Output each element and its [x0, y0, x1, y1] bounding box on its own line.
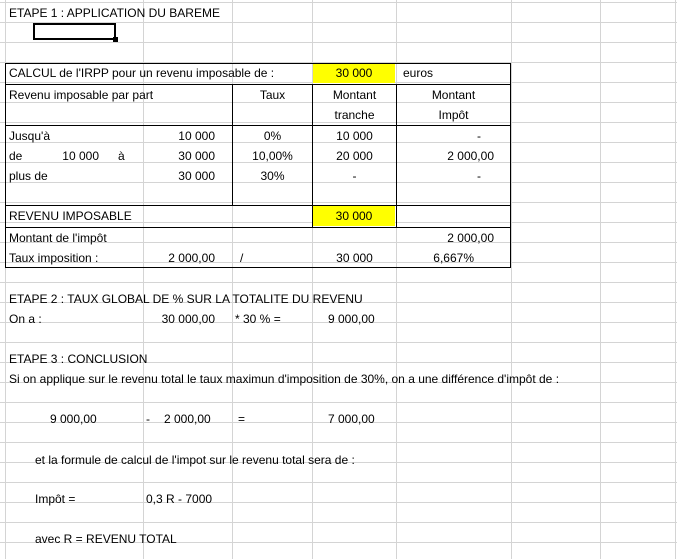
etape2-rate[interactable]: * 30 % =: [235, 312, 281, 326]
row-taux[interactable]: 10,00%: [252, 149, 293, 163]
row-tranche[interactable]: 10 000: [336, 129, 373, 143]
montant-impot-value[interactable]: 2 000,00: [447, 231, 494, 245]
taux-label[interactable]: Taux imposition :: [9, 251, 99, 265]
header-impot-1[interactable]: Montant: [431, 88, 476, 102]
header-impot-2[interactable]: Impôt: [438, 108, 469, 122]
etape3-b[interactable]: 2 000,00: [164, 412, 211, 426]
etape3-title[interactable]: ETAPE 3 : CONCLUSION: [9, 352, 148, 366]
row-taux[interactable]: 30%: [260, 169, 285, 183]
row-label[interactable]: Jusqu'à: [9, 129, 50, 143]
etape3-a[interactable]: 9 000,00: [50, 412, 97, 426]
etape2-title[interactable]: ETAPE 2 : TAUX GLOBAL DE % SUR LA TOTALITE DU REVENU: [9, 292, 363, 306]
etape3-avec[interactable]: avec R = REVENU TOTAL: [35, 532, 177, 546]
etape2-result[interactable]: 9 000,00: [328, 312, 375, 326]
revenu-imposable-value[interactable]: 30 000: [335, 209, 373, 223]
etape1-title[interactable]: ETAPE 1 : APPLICATION DU BAREME: [9, 6, 220, 20]
etape2-base[interactable]: 30 000,00: [161, 312, 215, 326]
revenu-imposable-label[interactable]: REVENU IMPOSABLE: [9, 209, 132, 223]
calc-unit[interactable]: euros: [403, 66, 434, 80]
etape3-minus[interactable]: -: [146, 412, 150, 426]
row-to[interactable]: 10 000: [178, 129, 215, 143]
taux-result[interactable]: 6,667%: [433, 251, 474, 265]
taux-slash[interactable]: /: [240, 251, 244, 265]
row-impot[interactable]: -: [477, 129, 481, 143]
etape3-formula-intro[interactable]: et la formule de calcul de l'impot sur le revenu total sera de :: [35, 453, 355, 467]
row-to[interactable]: 30 000: [178, 149, 215, 163]
etape3-eq[interactable]: =: [238, 412, 246, 426]
etape3-impot-label[interactable]: Impôt =: [35, 492, 76, 506]
montant-impot-label[interactable]: Montant de l'impôt: [9, 231, 107, 245]
calc-label[interactable]: CALCUL de l'IRPP pour un revenu imposable de :: [9, 66, 275, 80]
row-tranche[interactable]: 20 000: [336, 149, 373, 163]
taux-den[interactable]: 30 000: [336, 251, 373, 265]
etape2-on-a[interactable]: On a :: [9, 312, 42, 326]
row-label[interactable]: de: [9, 149, 23, 163]
row-sep[interactable]: à: [118, 149, 125, 163]
row-from[interactable]: 10 000: [62, 149, 99, 163]
etape3-impot-formula[interactable]: 0,3 R - 7000: [146, 492, 213, 506]
calc-amount[interactable]: 30 000: [335, 66, 373, 80]
header-tranche-2[interactable]: tranche: [334, 108, 375, 122]
selected-cell[interactable]: [33, 23, 116, 40]
etape3-diff[interactable]: 7 000,00: [328, 412, 375, 426]
header-taux[interactable]: Taux: [259, 88, 286, 102]
taux-num[interactable]: 2 000,00: [168, 251, 215, 265]
row-taux[interactable]: 0%: [263, 129, 282, 143]
row-to[interactable]: 30 000: [178, 169, 215, 183]
row-tranche[interactable]: -: [352, 169, 357, 183]
etape3-sentence[interactable]: Si on applique sur le revenu total le taux maximun d'imposition de 30%, on a une différence d'impôt de :: [9, 372, 560, 386]
header-revenu[interactable]: Revenu imposable par part: [9, 88, 154, 102]
row-impot[interactable]: 2 000,00: [447, 149, 494, 163]
header-tranche-1[interactable]: Montant: [332, 88, 377, 102]
row-impot[interactable]: -: [477, 169, 481, 183]
row-label[interactable]: plus de: [9, 169, 48, 183]
